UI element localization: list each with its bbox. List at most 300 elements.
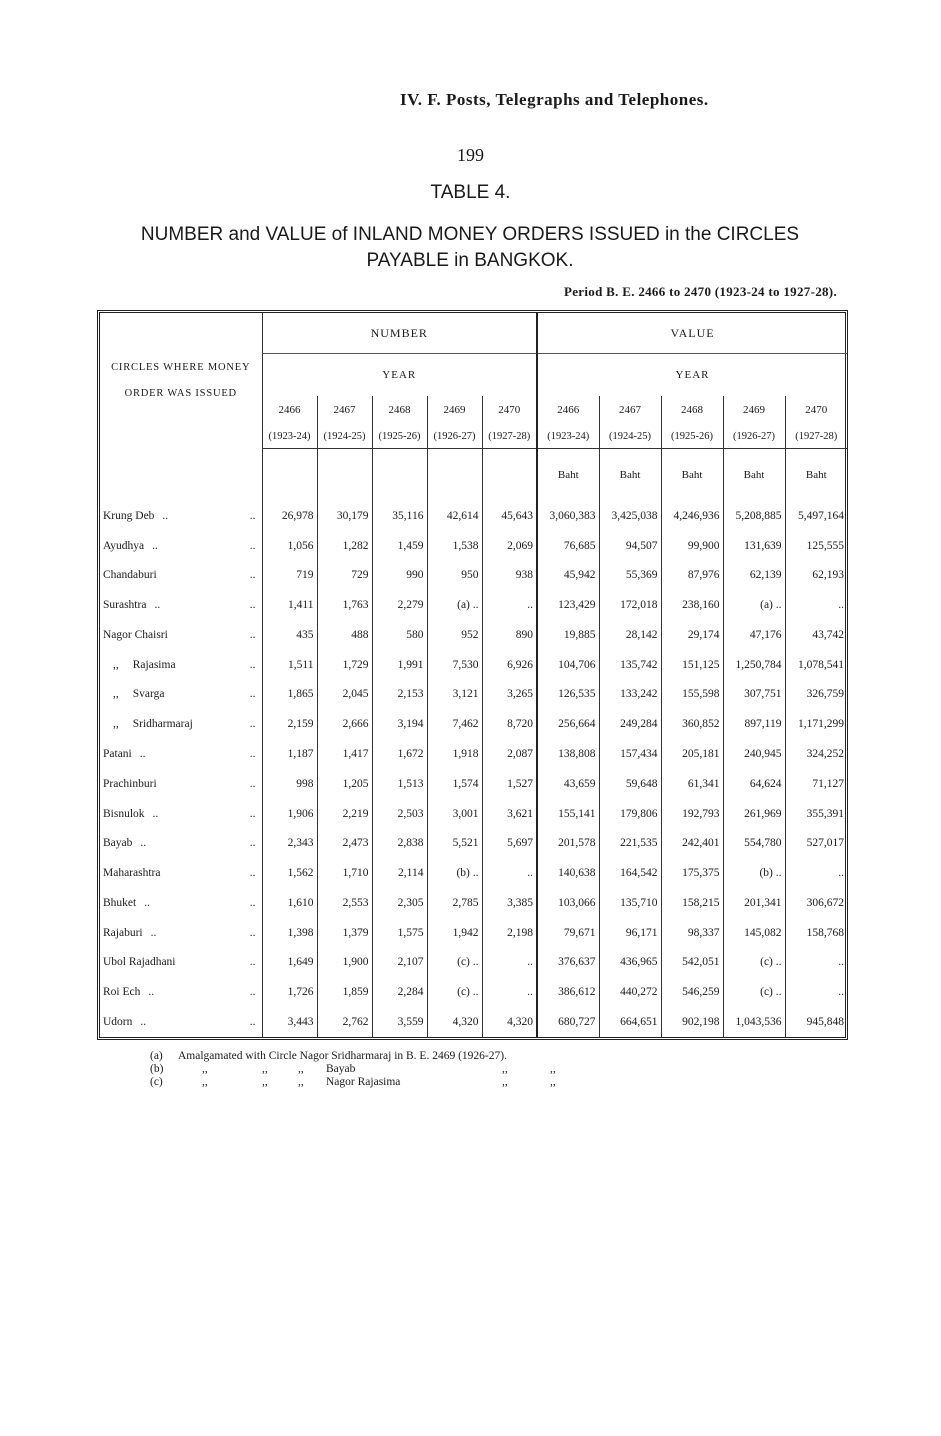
value-cell: 3,425,038: [599, 501, 661, 531]
leader-dots: ..: [249, 986, 256, 999]
circle-name-cell: [100, 501, 262, 531]
circle-name: Chandaburi: [103, 569, 157, 582]
number-cell: 3,001: [427, 799, 482, 829]
circle-name-cell: [100, 828, 262, 858]
value-unit-label: Baht: [723, 449, 785, 502]
circle-name: Rajaburi: [103, 926, 143, 939]
value-cell: 125,555: [785, 531, 847, 561]
value-cell: 897,119: [723, 709, 785, 739]
leader-dots: ..: [249, 777, 256, 790]
value-era-header: (1926-27): [723, 424, 785, 449]
circle-name-cell: [100, 531, 262, 561]
ditto-mark: ,,: [550, 1076, 556, 1088]
value-cell: 103,066: [537, 888, 599, 918]
value-cell: 145,082: [723, 918, 785, 948]
number-cell: 1,918: [427, 739, 482, 769]
leader-dots: ..: [249, 628, 256, 641]
number-cell: 4,320: [427, 1007, 482, 1037]
table-row: [100, 828, 847, 858]
number-cell: 2,666: [317, 709, 372, 739]
number-cell: 2,153: [372, 680, 427, 710]
value-cell: 205,181: [661, 739, 723, 769]
value-unit-label: Baht: [661, 449, 723, 502]
circle-name-cell: [100, 858, 262, 888]
value-cell: 386,612: [537, 977, 599, 1007]
circle-name: Maharashtra: [103, 867, 161, 880]
number-cell: 3,385: [482, 888, 537, 918]
value-cell: 172,018: [599, 590, 661, 620]
value-cell: 1,078,541: [785, 650, 847, 680]
circle-name: Prachinburi: [103, 777, 157, 790]
number-cell: 2,503: [372, 799, 427, 829]
circle-name: Nagor Chaisri: [103, 628, 168, 641]
number-cell: 1,865: [262, 680, 317, 710]
footnote-mark: (a): [150, 1050, 163, 1062]
leader-dots: ..: [154, 599, 161, 612]
leader-dots: ..: [249, 926, 256, 939]
number-cell: 2,553: [317, 888, 372, 918]
value-cell: 326,759: [785, 680, 847, 710]
value-cell: 175,375: [661, 858, 723, 888]
number-cell: 2,198: [482, 918, 537, 948]
table-row: [100, 799, 847, 829]
value-cell: 360,852: [661, 709, 723, 739]
value-cell: 140,638: [537, 858, 599, 888]
number-cell: 35,116: [372, 501, 427, 531]
ditto-mark: ,,: [298, 1063, 304, 1075]
leader-dots: ..: [249, 658, 256, 671]
value-year-header: 2468: [661, 396, 723, 424]
number-cell: 2,473: [317, 828, 372, 858]
number-cell: 2,219: [317, 799, 372, 829]
value-cell: 71,127: [785, 769, 847, 799]
number-cell: (a) ..: [427, 590, 482, 620]
number-cell: 435: [262, 620, 317, 650]
value-cell: 79,671: [537, 918, 599, 948]
unit-row-label-cell: [100, 449, 262, 502]
value-cell: 376,637: [537, 947, 599, 977]
number-year-header: 2466: [262, 396, 317, 424]
table-row: [100, 590, 847, 620]
circle-name: Bisnulok: [103, 807, 145, 820]
leader-dots: ..: [249, 718, 256, 731]
main-title: [120, 222, 820, 274]
value-cell: 158,215: [661, 888, 723, 918]
leader-dots: ..: [162, 509, 169, 522]
leader-dots: ..: [152, 539, 158, 552]
number-cell: 1,610: [262, 888, 317, 918]
value-cell: 61,341: [661, 769, 723, 799]
number-cell: 2,762: [317, 1007, 372, 1037]
number-cell: 3,621: [482, 799, 537, 829]
footnote-mark: (c): [150, 1076, 163, 1088]
value-cell: 546,259: [661, 977, 723, 1007]
leader-dots: ..: [249, 539, 256, 552]
leader-dots: ..: [249, 807, 256, 820]
value-cell: ..: [785, 947, 847, 977]
ditto-mark: ,,: [113, 688, 119, 701]
number-era-header: (1927-28): [482, 424, 537, 449]
number-cell: 26,978: [262, 501, 317, 531]
table-body: [100, 501, 847, 1037]
number-cell: 2,045: [317, 680, 372, 710]
leader-dots: ..: [152, 807, 159, 820]
number-cell: 1,417: [317, 739, 372, 769]
value-cell: (b) ..: [723, 858, 785, 888]
table-number-title: TABLE 4.: [430, 182, 511, 203]
number-cell: 1,187: [262, 739, 317, 769]
circle-name-cell: [100, 888, 262, 918]
circle-name-cell: [100, 620, 262, 650]
circle-name-cell: [100, 680, 262, 710]
value-cell: 554,780: [723, 828, 785, 858]
ditto-mark: ,,: [502, 1076, 508, 1088]
value-unit-label: Baht: [785, 449, 847, 502]
number-cell: 952: [427, 620, 482, 650]
value-unit-label: Baht: [537, 449, 599, 502]
number-cell: 1,459: [372, 531, 427, 561]
number-cell: 7,530: [427, 650, 482, 680]
value-cell: 43,659: [537, 769, 599, 799]
leader-dots: ..: [249, 956, 256, 969]
leader-dots: ..: [249, 599, 256, 612]
number-cell: 30,179: [317, 501, 372, 531]
value-era-header: (1924-25): [599, 424, 661, 449]
circle-name-cell: [100, 590, 262, 620]
circle-name: Roi Ech: [103, 986, 141, 999]
number-year-label: YEAR: [262, 354, 537, 397]
value-cell: 155,598: [661, 680, 723, 710]
number-unit-cell: [372, 449, 427, 502]
number-cell: 1,729: [317, 650, 372, 680]
value-cell: 99,900: [661, 531, 723, 561]
table-row: [100, 531, 847, 561]
leader-dots: ..: [249, 896, 256, 909]
value-cell: 43,742: [785, 620, 847, 650]
circle-header-line-2: ORDER WAS ISSUED: [124, 387, 237, 399]
number-cell: 580: [372, 620, 427, 650]
number-cell: 1,398: [262, 918, 317, 948]
circle-name: Svarga: [132, 688, 165, 701]
value-cell: 945,848: [785, 1007, 847, 1037]
value-year-header: 2470: [785, 396, 847, 424]
value-cell: 5,208,885: [723, 501, 785, 531]
number-cell: 2,284: [372, 977, 427, 1007]
number-cell: 1,900: [317, 947, 372, 977]
value-cell: 440,272: [599, 977, 661, 1007]
value-cell: 155,141: [537, 799, 599, 829]
table-row: [100, 769, 847, 799]
number-cell: 1,205: [317, 769, 372, 799]
value-cell: 3,060,383: [537, 501, 599, 531]
value-cell: 87,976: [661, 561, 723, 591]
table-row: [100, 1007, 847, 1037]
number-cell: ..: [482, 590, 537, 620]
circle-name: Ubol Rajadhani: [103, 956, 176, 969]
value-cell: 131,639: [723, 531, 785, 561]
circle-name-cell: [100, 799, 262, 829]
number-cell: 488: [317, 620, 372, 650]
number-cell: 890: [482, 620, 537, 650]
value-unit-label: Baht: [599, 449, 661, 502]
number-cell: 2,279: [372, 590, 427, 620]
value-cell: 664,651: [599, 1007, 661, 1037]
value-cell: 138,808: [537, 739, 599, 769]
number-cell: 1,379: [317, 918, 372, 948]
ditto-mark: ,,: [262, 1076, 268, 1088]
leader-dots: ..: [139, 748, 146, 760]
ditto-mark: ,,: [202, 1063, 208, 1075]
leader-dots: ..: [249, 688, 256, 701]
number-cell: 938: [482, 561, 537, 591]
number-cell: 3,194: [372, 709, 427, 739]
number-cell: 990: [372, 561, 427, 591]
value-cell: 28,142: [599, 620, 661, 650]
value-cell: 76,685: [537, 531, 599, 561]
ditto-mark: ,,: [298, 1076, 304, 1088]
ditto-mark: ,,: [550, 1063, 556, 1075]
ditto-mark: ,,: [202, 1076, 208, 1088]
circle-name-cell: [100, 561, 262, 591]
number-cell: 1,575: [372, 918, 427, 948]
value-cell: 94,507: [599, 531, 661, 561]
value-cell: 164,542: [599, 858, 661, 888]
number-cell: 950: [427, 561, 482, 591]
number-cell: 1,574: [427, 769, 482, 799]
circle-name-cell: [100, 977, 262, 1007]
ditto-mark: ,,: [502, 1063, 508, 1075]
leader-dots: ..: [144, 896, 150, 909]
number-cell: 2,107: [372, 947, 427, 977]
number-cell: 3,121: [427, 680, 482, 710]
number-year-header: 2468: [372, 396, 427, 424]
table-row: [100, 888, 847, 918]
number-cell: ..: [482, 977, 537, 1007]
value-cell: ..: [785, 977, 847, 1007]
value-cell: 64,624: [723, 769, 785, 799]
value-cell: 96,171: [599, 918, 661, 948]
circle-name: Krung Deb: [103, 509, 155, 522]
value-cell: 104,706: [537, 650, 599, 680]
number-cell: 2,305: [372, 888, 427, 918]
number-cell: 1,726: [262, 977, 317, 1007]
value-cell: 256,664: [537, 709, 599, 739]
number-year-header: 2467: [317, 396, 372, 424]
number-cell: 719: [262, 561, 317, 591]
circle-name: Ayudhya: [103, 539, 145, 552]
number-cell: 1,538: [427, 531, 482, 561]
circle-name: Patani: [103, 748, 132, 760]
main-title-line-1: NUMBER and VALUE of INLAND MONEY ORDERS ISSUED in the CIRCLES: [140, 224, 800, 245]
circle-name-cell: [100, 769, 262, 799]
number-cell: 2,159: [262, 709, 317, 739]
circle-name: Sridharmaraj: [132, 718, 193, 731]
leader-dots: ..: [249, 1016, 256, 1028]
number-cell: 1,513: [372, 769, 427, 799]
value-cell: 201,341: [723, 888, 785, 918]
leader-dots: ..: [249, 867, 256, 880]
number-cell: ..: [482, 947, 537, 977]
circle-name: Surashtra: [103, 599, 147, 612]
value-cell: 126,535: [537, 680, 599, 710]
table-row: [100, 709, 847, 739]
number-unit-cell: [482, 449, 537, 502]
number-cell: 45,643: [482, 501, 537, 531]
number-cell: 1,562: [262, 858, 317, 888]
value-era-header: (1925-26): [661, 424, 723, 449]
value-cell: 306,672: [785, 888, 847, 918]
money-orders-table: [100, 313, 847, 1037]
number-cell: 729: [317, 561, 372, 591]
value-cell: 62,139: [723, 561, 785, 591]
ditto-mark: ,,: [113, 718, 119, 731]
number-era-header: (1926-27): [427, 424, 482, 449]
number-era-header: (1923-24): [262, 424, 317, 449]
value-cell: 151,125: [661, 650, 723, 680]
leader-dots: ..: [249, 748, 256, 760]
number-cell: 1,763: [317, 590, 372, 620]
number-cell: 1,527: [482, 769, 537, 799]
value-cell: 158,768: [785, 918, 847, 948]
value-cell: 59,648: [599, 769, 661, 799]
value-cell: 62,193: [785, 561, 847, 591]
number-cell: 1,710: [317, 858, 372, 888]
table-row: [100, 739, 847, 769]
number-cell: 5,697: [482, 828, 537, 858]
circle-header-line-1: CIRCLES WHERE MONEY: [111, 361, 251, 373]
number-unit-cell: [262, 449, 317, 502]
footnote-text: Nagor Rajasima: [326, 1076, 401, 1088]
value-cell: 240,945: [723, 739, 785, 769]
number-group-header: NUMBER: [262, 313, 537, 354]
circle-name-cell: [100, 1007, 262, 1037]
value-cell: 135,742: [599, 650, 661, 680]
number-cell: 2,087: [482, 739, 537, 769]
circle-name: Udorn: [103, 1016, 133, 1028]
value-year-header: 2469: [723, 396, 785, 424]
value-cell: 5,497,164: [785, 501, 847, 531]
table-row: [100, 620, 847, 650]
value-cell: ..: [785, 858, 847, 888]
value-cell: 47,176: [723, 620, 785, 650]
footnote-text: Amalgamated with Circle Nagor Sridharmaraj in B. E. 2469 (1926-27).: [178, 1050, 507, 1062]
value-cell: (c) ..: [723, 947, 785, 977]
value-group-header: VALUE: [537, 313, 847, 354]
leader-dots: ..: [148, 986, 155, 999]
leader-dots: ..: [140, 837, 147, 850]
number-cell: 2,343: [262, 828, 317, 858]
value-cell: ..: [785, 590, 847, 620]
number-cell: 2,069: [482, 531, 537, 561]
circle-name: Rajasima: [132, 658, 176, 671]
number-year-header: 2470: [482, 396, 537, 424]
period-line: Period B. E. 2466 to 2470 (1923-24 to 1927-28).: [564, 284, 837, 299]
number-cell: 4,320: [482, 1007, 537, 1037]
footnote-text: Bayab: [326, 1063, 356, 1075]
value-cell: 436,965: [599, 947, 661, 977]
value-cell: 324,252: [785, 739, 847, 769]
number-cell: 5,521: [427, 828, 482, 858]
value-cell: 355,391: [785, 799, 847, 829]
number-cell: 3,443: [262, 1007, 317, 1037]
value-cell: 4,246,936: [661, 501, 723, 531]
value-cell: 157,434: [599, 739, 661, 769]
value-cell: 542,051: [661, 947, 723, 977]
value-era-header: (1923-24): [537, 424, 599, 449]
value-cell: 307,751: [723, 680, 785, 710]
number-cell: 1,282: [317, 531, 372, 561]
leader-dots: ..: [249, 509, 256, 522]
number-cell: 1,056: [262, 531, 317, 561]
table-row: [100, 858, 847, 888]
table-row: [100, 977, 847, 1007]
circle-name-cell: [100, 650, 262, 680]
value-cell: 238,160: [661, 590, 723, 620]
number-cell: 998: [262, 769, 317, 799]
table-row: [100, 650, 847, 680]
value-cell: 1,171,299: [785, 709, 847, 739]
value-cell: 249,284: [599, 709, 661, 739]
value-cell: 242,401: [661, 828, 723, 858]
number-cell: (c) ..: [427, 947, 482, 977]
page-number: 199: [457, 145, 484, 165]
table-row: [100, 561, 847, 591]
value-cell: 261,969: [723, 799, 785, 829]
number-cell: 7,462: [427, 709, 482, 739]
value-cell: 680,727: [537, 1007, 599, 1037]
number-cell: 6,926: [482, 650, 537, 680]
circle-name-cell: [100, 709, 262, 739]
running-header: IV. F. Posts, Telegraphs and Telephones.: [400, 90, 709, 109]
number-cell: (c) ..: [427, 977, 482, 1007]
circle-column-header: [100, 313, 262, 449]
value-era-header: (1927-28): [785, 424, 847, 449]
value-cell: 45,942: [537, 561, 599, 591]
table-row: [100, 947, 847, 977]
table-row: [100, 501, 847, 531]
circle-name-cell: [100, 739, 262, 769]
value-year-label: YEAR: [537, 354, 847, 397]
number-cell: 1,942: [427, 918, 482, 948]
number-cell: 2,838: [372, 828, 427, 858]
value-cell: 135,710: [599, 888, 661, 918]
circle-name: Bayab: [103, 837, 133, 850]
number-era-header: (1924-25): [317, 424, 372, 449]
value-cell: 123,429: [537, 590, 599, 620]
number-cell: 1,672: [372, 739, 427, 769]
number-unit-cell: [427, 449, 482, 502]
leader-dots: ..: [249, 837, 256, 850]
table-row: [100, 918, 847, 948]
number-cell: ..: [482, 858, 537, 888]
value-year-header: 2467: [599, 396, 661, 424]
value-cell: 192,793: [661, 799, 723, 829]
value-cell: 133,242: [599, 680, 661, 710]
value-year-header: 2466: [537, 396, 599, 424]
value-cell: 29,174: [661, 620, 723, 650]
number-cell: 2,114: [372, 858, 427, 888]
number-cell: 1,906: [262, 799, 317, 829]
value-cell: 221,535: [599, 828, 661, 858]
value-cell: (a) ..: [723, 590, 785, 620]
value-cell: 1,250,784: [723, 650, 785, 680]
number-cell: 8,720: [482, 709, 537, 739]
number-cell: 2,785: [427, 888, 482, 918]
circle-name-cell: [100, 947, 262, 977]
number-year-header: 2469: [427, 396, 482, 424]
footnote-mark: (b): [150, 1063, 164, 1075]
number-era-header: (1925-26): [372, 424, 427, 449]
